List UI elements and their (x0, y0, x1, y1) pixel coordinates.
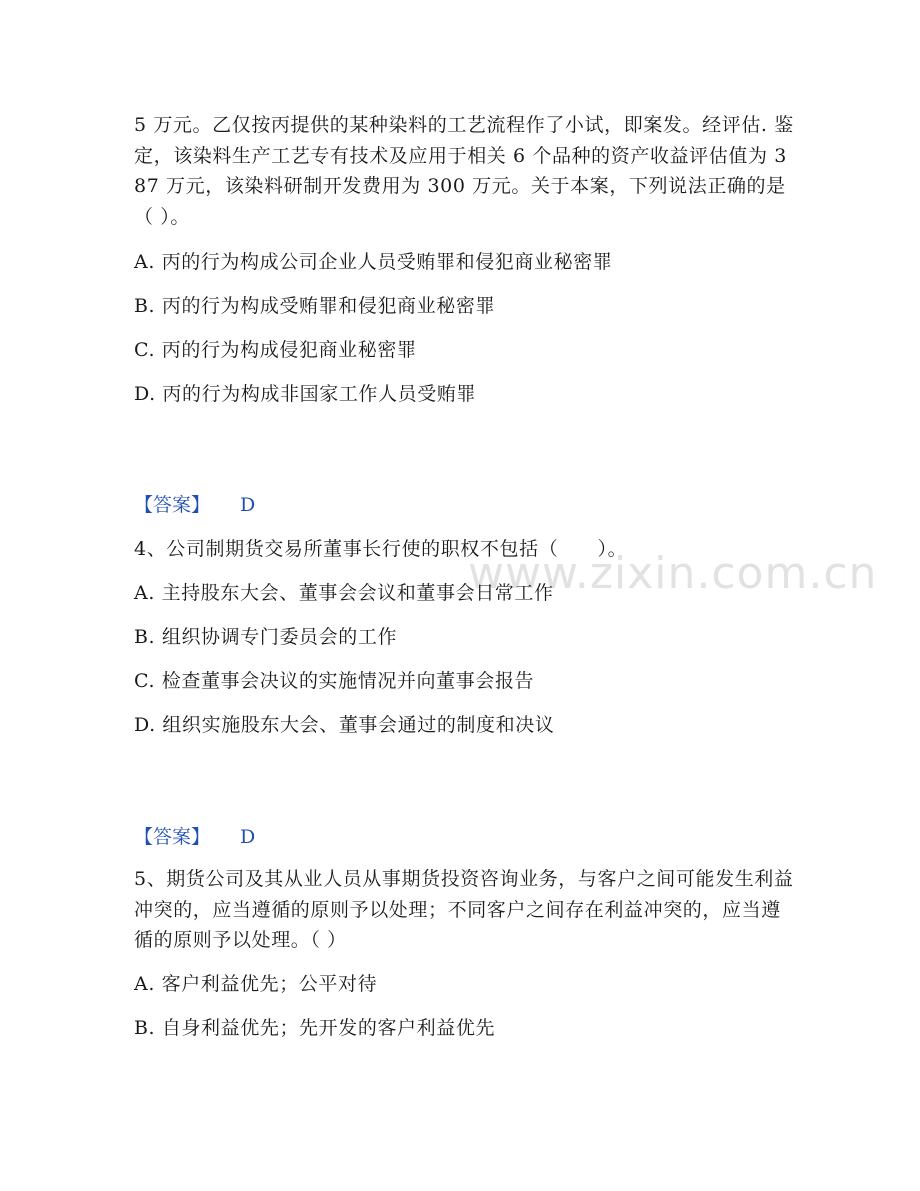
question-5-option-b: B. 自身利益优先；先开发的客户利益优先 (134, 1017, 496, 1039)
question-3-option-d: D. 丙的行为构成非国家工作人员受贿罪 (134, 383, 477, 405)
question-4-option-b: B. 组织协调专门委员会的工作 (134, 626, 398, 648)
question-3-option-b: B. 丙的行为构成受贿罪和侵犯商业秘密罪 (134, 295, 496, 317)
question-4-answer (134, 825, 255, 849)
question-4-option-d: D. 组织实施股东大会、董事会通过的制度和决议 (134, 714, 555, 736)
question-5-option-a: A. 客户利益优先；公平对待 (134, 973, 378, 995)
answer-label: 【答案】 (134, 494, 211, 516)
answer-label: 【答案】 (134, 826, 211, 848)
question-4-option-c: C. 检查董事会决议的实施情况并向董事会报告 (134, 670, 535, 692)
question-3-option-c: C. 丙的行为构成侵犯商业秘密罪 (134, 339, 417, 361)
question-4-stem: 4、公司制期货交易所董事长行使的职权不包括（ ）。 (134, 538, 628, 560)
question-4-option-a: A. 主持股东大会、董事会会议和董事会日常工作 (134, 582, 554, 604)
watermark: www.zixin.com.cn (468, 548, 878, 599)
question-3-option-a: A. 丙的行为构成公司企业人员受贿罪和侵犯商业秘密罪 (134, 251, 613, 273)
question-3-answer (134, 493, 255, 517)
answer-value: D (240, 826, 256, 848)
question-3-stem: 5 万元。乙仅按丙提供的某种染料的工艺流程作了小试，即案发。经评估. 鉴定，该染料生产工艺专有技术及应用于相关 6 个品种的资产收益评估值为 387 万元，该染料研制开发费用为 300 万元。关于本案，下列说法正确的是（ ）。 (134, 114, 794, 228)
answer-value: D (240, 494, 256, 516)
question-5-stem: 5、期货公司及其从业人员从事期货投资咨询业务，与客户之间可能发生利益冲突的，应当遵循的原则予以处理；不同客户之间存在利益冲突的，应当遵循的原则予以处理。（ ） (134, 868, 794, 951)
